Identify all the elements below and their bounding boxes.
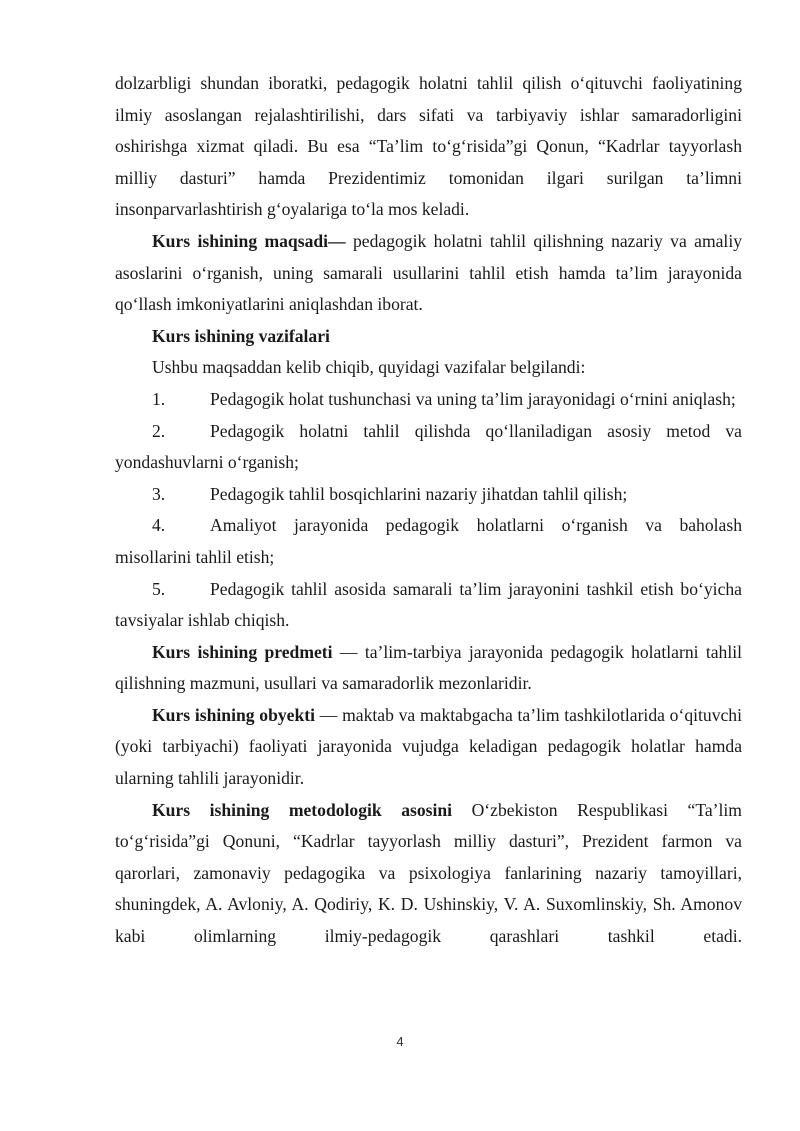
task-item [115,384,742,416]
task-text: Pedagogik tahlil bosqichlarini nazariy jihatdan tahlil qilish; [210,483,628,504]
goal-term: Kurs ishining maqsadi— [152,230,346,251]
subject-text: — ta’lim-tarbiya jarayonida pedagogik holatlarni tahlil qilishning mazmuni, usullari va samaradorlik mezonlaridir. [115,641,742,694]
document-page [115,68,742,953]
task-item [115,416,742,479]
goal-text: pedagogik holatni tahlil qilishning nazariy va amaliy asoslarini o‘rganish, uning samarali usullarini tahlil etish hamda ta’lim jarayonida qo‘llash imkoniyatlarini aniqlashdan iborat. [115,230,743,315]
task-text: Pedagogik holatni tahlil qilishda qo‘llaniladigan asosiy metod va yondashuvlarni o‘rganish; [115,420,742,473]
task-number: 4. [152,515,166,536]
object-paragraph [115,700,742,795]
object-text: — maktab va maktabgacha ta’lim tashkilotlarida o‘qituvchi (yoki tarbiyachi) faoliyati jarayonida vujudga keladigan pedagogik holatlar hamda ularning tahlili jarayonidir. [115,704,742,789]
intro-paragraph: dolzarbligi shundan iboratki, pedagogik holatni tahlil qilish o‘qituvchi faoliyatining ilmiy asoslangan rejalashtirilishi, dars sifati va tarbiyaviy ishlar samaradorligini oshirishga xizmat qiladi. Bu esa “Ta’lim to‘g‘risida”gi Qonun, “Kadrlar tayyorlash milliy dasturi” hamda Prezidentimiz tomonidan ilgari surilgan ta’limni insonparvarlashtirish g‘oyalariga to‘la mos keladi. [115,73,742,220]
subject-term: Kurs ishining predmeti [152,641,333,662]
methodology-paragraph [115,795,742,953]
task-text: Amaliyot jarayonida pedagogik holatlarni o‘rganish va baholash misollarini tahlil etish; [115,515,742,567]
subject-paragraph [115,637,742,700]
tasks-heading: Kurs ishining vazifalari [152,325,330,346]
task-number: 1. [152,388,166,409]
task-item [115,574,742,637]
task-item [115,510,742,573]
tasks-intro: Ushbu maqsaddan kelib chiqib, quyidagi vazifalar belgilandi: [152,357,586,378]
task-number: 5. [152,578,166,599]
page-number: 4 [396,1034,404,1049]
methodology-text: O‘zbekiston Respublikasi “Ta’lim to‘g‘risida”gi Qonuni, “Kadrlar tayyorlash milliy dasturi”, Prezident farmon va qarorlari, zamonaviy pedagogika va psixologiya fanlarining nazariy tamoyillari, shuningdek, A. Avloniy, A. Qodiriy, K. D. Ushinskiy, V. A. Suxomlinskiy, Sh. Amonov kabi olimlarning ilmiy-pedagogik qarashlari tashkil etadi. [115,799,742,947]
methodology-term: Kurs ishining metodologik asosini [152,799,453,820]
task-item [115,479,742,511]
goal-paragraph [115,226,742,321]
task-text: Pedagogik tahlil asosida samarali ta’lim jarayonini tashkil etish bo‘yicha tavsiyalar ishlab chiqish. [115,578,742,631]
task-number: 2. [152,420,166,441]
object-term: Kurs ishining obyekti [152,704,315,725]
task-text: Pedagogik holat tushunchasi va uning ta’lim jarayonidagi o‘rnini aniqlash; [210,388,736,409]
task-number: 3. [152,483,166,504]
